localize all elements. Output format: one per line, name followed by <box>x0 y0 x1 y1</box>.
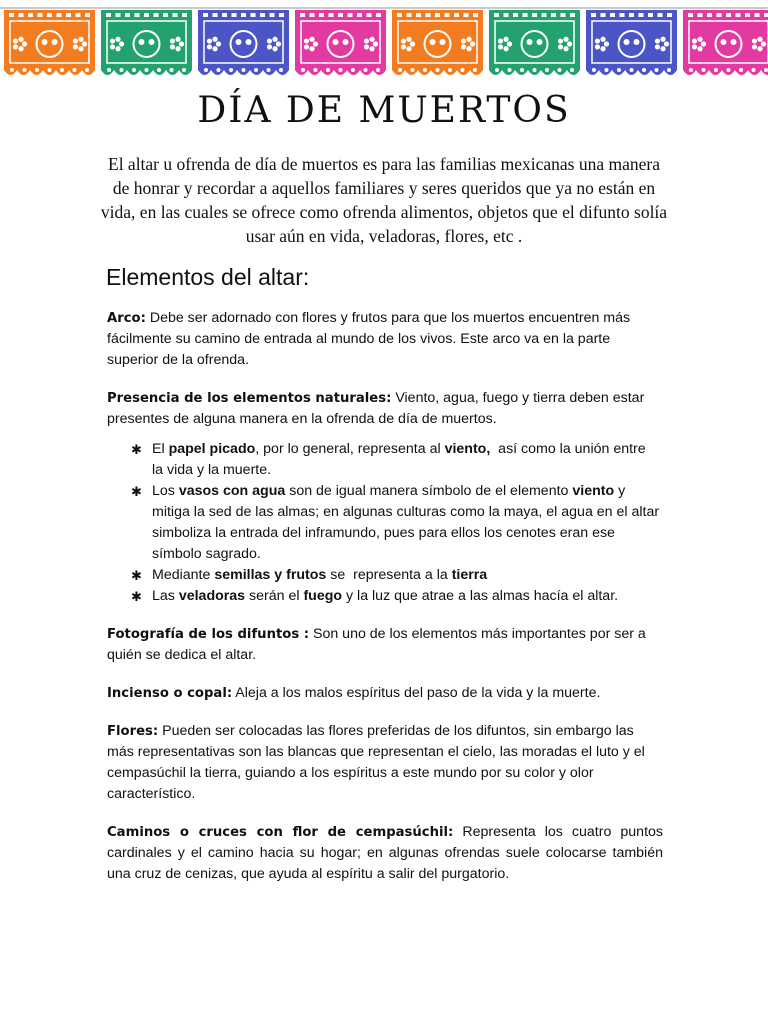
papel-picado-flag <box>101 10 192 75</box>
bullet-text: , por lo general, representa al <box>255 441 445 457</box>
bullet-text: Las <box>152 588 179 604</box>
bullet-bold-text: vasos con agua <box>178 483 286 499</box>
papel-picado-flag <box>392 10 483 75</box>
flores-label: Flores: <box>107 724 159 739</box>
papel-picado-flag <box>4 10 95 75</box>
bullet-bold-text: papel picado <box>168 441 256 457</box>
fotografia-paragraph <box>107 624 663 666</box>
arco-paragraph <box>107 308 663 371</box>
papel-picado-banner <box>0 0 768 80</box>
fotografia-label: Fotografía de los difuntos : <box>107 627 310 642</box>
bullet-text: y la luz que atrae a las almas hacía el altar. <box>342 588 619 604</box>
bullet-bold-text: viento <box>572 483 615 499</box>
flores-text: Pueden ser colocadas las flores preferidas de los difuntos, sin embargo las más representativas son las blancas que representan el cielo, las moradas el luto y el cempasúchil la tierra, guiando a los espíritus a este mundo por su color y olor característico. <box>107 723 645 802</box>
intro-paragraph: El altar u ofrenda de día de muertos es para las familias mexicanas una manera de honrar y recordar a aquellos familiares y seres queridos que ya no están en vida, en las cuales se ofrece como ofrenda alimentos, objetos que el difunto solía usar aún en vida, veladoras, flores, etc . <box>100 154 668 246</box>
papel-picado-graphic <box>0 0 768 80</box>
list-item <box>107 565 663 586</box>
bullet-text: El <box>152 441 169 457</box>
bullet-text: se representa a la <box>326 567 452 583</box>
caminos-text: Representa los cuatro puntos cardinales y el camino hacia su hogar; en algunas ofrendas suele colocarse también una cruz de cenizas, que ayuda al espíritu a salir del purgatorio. <box>107 824 664 882</box>
papel-picado-flag <box>198 10 289 75</box>
bullet-bold-text: veladoras <box>178 588 246 604</box>
presencia-text: Viento, agua, fuego y tierra deben estar presentes de alguna manera en la ofrenda de día de muertos. <box>107 390 645 427</box>
papel-picado-flag <box>295 10 386 75</box>
altar-elements-content <box>107 308 678 902</box>
bullet-bold-text: tierra <box>451 567 488 583</box>
bullet-text: serán el <box>245 588 304 604</box>
incienso-text: Aleja a los malos espíritus del paso de la vida y la muerte. <box>232 685 601 701</box>
section-title: Elementos del altar: <box>106 264 310 290</box>
caminos-paragraph <box>107 822 663 885</box>
bullet-text: así como la unión entre la vida y la muerte. <box>152 441 678 478</box>
asterisk-bullet-icon: ✱ <box>131 589 142 604</box>
papel-picado-flag <box>489 10 580 75</box>
papel-picado-flag <box>586 10 677 75</box>
asterisk-bullet-icon: ✱ <box>131 484 142 499</box>
incienso-label: Incienso o copal: <box>107 686 233 701</box>
page-title: DÍA DE MUERTOS <box>197 90 571 131</box>
bullet-text: Los <box>152 483 179 499</box>
bullet-bold-text: viento, <box>444 441 491 457</box>
list-item <box>107 586 663 607</box>
papel-picado-flag <box>683 10 768 75</box>
arco-label: Arco: <box>107 311 146 326</box>
incienso-paragraph <box>107 683 663 704</box>
list-item <box>107 481 663 565</box>
list-item <box>107 439 678 481</box>
arco-text: Debe ser adornado con flores y frutos para que los muertos encuentren más fácilmente su camino de entrada al mundo de los vivos. Este arco va en la parte superior de la ofrenda. <box>107 310 631 368</box>
fotografia-text: Son uno de los elementos más importantes por ser a quién se dedica el altar. <box>107 626 646 663</box>
presencia-paragraph <box>107 388 663 430</box>
bullet-bold-text: semillas y frutos <box>214 567 327 583</box>
asterisk-bullet-icon: ✱ <box>131 568 142 583</box>
presencia-label: Presencia de los elementos naturales: <box>107 391 392 406</box>
bullet-text: y mitiga la sed de las almas; en algunas culturas como la maya, el agua en el altar simboliza la entrada del inframundo, pues para ellos los cenotes eran ese símbolo sagrado. <box>152 483 660 562</box>
bullet-text: Mediante <box>152 567 215 583</box>
bullet-text: son de igual manera símbolo de el elemento <box>285 483 573 499</box>
natural-elements-list <box>107 439 678 607</box>
bullet-bold-text: fuego <box>303 588 343 604</box>
flores-paragraph <box>107 721 663 805</box>
asterisk-bullet-icon: ✱ <box>131 442 142 457</box>
caminos-label: Caminos o cruces con flor de cempasúchil: <box>107 825 454 840</box>
